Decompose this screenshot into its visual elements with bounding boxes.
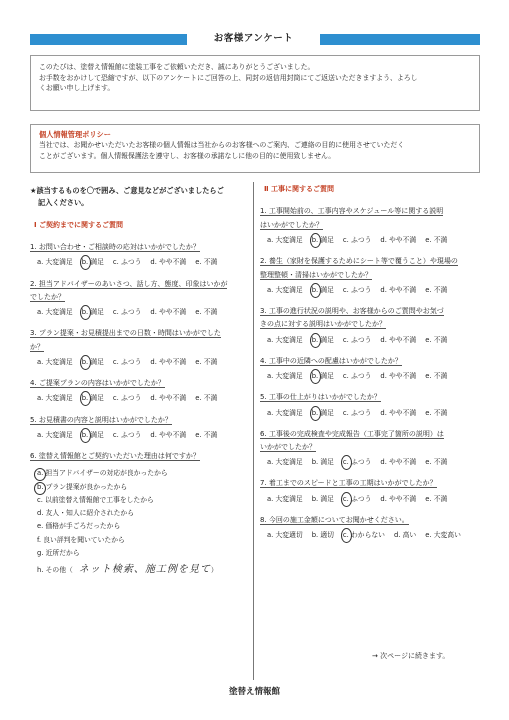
answer-options — [30, 394, 248, 403]
answer-option[interactable]: d. やや不満 — [150, 430, 187, 439]
answer-options — [260, 286, 482, 295]
question-text: 3. 工事の進行状況の説明や、お客様からのご質問やお気づ — [260, 306, 444, 315]
answer-option[interactable]: d. やや不満 — [380, 458, 417, 467]
question-text: 3. プラン提案・お見積提出までの日数・時間はいかがでした — [30, 329, 221, 338]
question-text: はいかがでしたか？ — [260, 220, 323, 229]
answer-options — [260, 236, 482, 245]
question-text: でしたか？ — [30, 292, 65, 301]
answer-option[interactable]: e. 不満 — [425, 372, 448, 381]
answer-option[interactable]: a. 大変満足 — [267, 408, 303, 417]
contract-question-4 — [30, 377, 248, 403]
question-text: 1. 工事開始前の、工事内容やスケジュール等に関する説明 — [260, 207, 444, 216]
answer-option[interactable]: d. やや不満 — [150, 258, 187, 267]
answer-option[interactable]: a. 大変満足 — [267, 285, 303, 294]
answer-options — [260, 336, 482, 345]
reason-option[interactable]: f. 良い評判を聞いていたから — [37, 535, 125, 544]
section1-title: Ⅰ ご契約までに関するご質問 — [34, 220, 124, 229]
contract-question-1 — [30, 241, 248, 267]
work-question-2 — [260, 255, 482, 295]
answer-option[interactable]: d. やや不満 — [380, 408, 417, 417]
price-option[interactable]: b. 適切 — [311, 531, 334, 540]
reason-list — [30, 467, 248, 560]
other-close: ） — [210, 566, 218, 575]
question-6 — [30, 450, 248, 580]
section2-title: Ⅱ 工事に関するご質問 — [264, 185, 335, 193]
answer-option[interactable]: b. 満足 — [81, 358, 104, 367]
reason-option[interactable]: e. 価格が手ごろだったから — [37, 522, 121, 531]
work-question-4 — [260, 355, 482, 381]
answer-option[interactable]: a. 大変満足 — [267, 335, 303, 344]
work-question-1 — [260, 205, 482, 245]
reason-option[interactable]: c. 以前塗替え情報館で工事をしたから — [37, 495, 154, 504]
answer-option[interactable]: a. 大変満足 — [37, 430, 73, 439]
answer-options — [30, 431, 248, 440]
answer-option[interactable]: d. やや不満 — [380, 335, 417, 344]
column-divider — [253, 182, 254, 680]
answer-option[interactable]: e. 不満 — [425, 408, 448, 417]
price-option[interactable]: d. 高い — [393, 531, 417, 540]
reason-option[interactable]: b. プラン提案が良かったから — [37, 481, 248, 494]
answer-option[interactable]: e. 不満 — [195, 430, 218, 439]
answer-option[interactable]: e. 不満 — [195, 308, 218, 317]
answer-option[interactable]: e. 不満 — [425, 335, 448, 344]
answer-option[interactable]: b. 満足 — [311, 285, 334, 294]
privacy-line: ことがございます。個人情報保護法を遵守し、お客様の承諾なしに他の目的に使用致しません。 — [39, 151, 336, 160]
contract-question-2 — [30, 278, 248, 318]
other-reason — [30, 560, 248, 580]
answer-option[interactable]: c. ふつう — [112, 308, 142, 317]
answer-options — [260, 372, 482, 381]
answer-option[interactable]: c. ふつう — [342, 494, 372, 503]
question-text: 整理整頓・清掃はいかがでしたか？ — [260, 270, 372, 279]
answer-option[interactable]: a. 大変満足 — [37, 258, 73, 267]
question-text: 6. 工事後の完成検査や完成報告（工事完了箇所の説明）は — [260, 429, 444, 438]
answer-option[interactable]: c. ふつう — [342, 458, 372, 467]
answer-options — [260, 495, 482, 504]
answer-option[interactable]: b. 満足 — [81, 430, 104, 439]
instruction-line: 記入ください。 — [38, 197, 89, 207]
work-question-5 — [260, 391, 482, 417]
answer-option[interactable]: b. 満足 — [311, 372, 334, 381]
answer-option[interactable]: d. やや不満 — [150, 308, 187, 317]
instruction — [30, 185, 248, 209]
privacy-title: 個人情報管理ポリシー — [39, 130, 111, 139]
question-text: 4. ご提案プランの内容はいかがでしたか？ — [30, 379, 165, 388]
work-question-7 — [260, 477, 482, 503]
answer-option[interactable]: a. 大変満足 — [37, 358, 73, 367]
work-question-3 — [260, 305, 482, 345]
question-text: か？ — [30, 342, 44, 351]
contract-question-5 — [30, 414, 248, 440]
question-text: 2. 養生（家財を保護するためにシート等で覆うこと）や現場の — [260, 257, 458, 266]
answer-option[interactable]: e. 不満 — [425, 236, 448, 245]
question-text: きの点に対する説明はいかがでしたか？ — [260, 320, 386, 329]
question-text: 2. 担当アドバイザーのあいさつ、話し方、態度、印象はいかが — [30, 279, 228, 288]
answer-option[interactable]: a. 大変満足 — [267, 458, 303, 467]
answer-option[interactable]: c. ふつう — [342, 335, 372, 344]
footer-company: 塗替え情報館 — [228, 687, 280, 697]
answer-option[interactable]: a. 大変満足 — [267, 494, 303, 503]
contract-question-3 — [30, 327, 248, 367]
answer-option[interactable]: d. やや不満 — [380, 372, 417, 381]
right-column — [260, 185, 482, 550]
answer-option[interactable]: b. 満足 — [81, 308, 104, 317]
intro-line: このたびは、塗替え情報館に塗装工事をご依頼いただき、誠にありがとうございました。 — [39, 63, 315, 71]
answer-option[interactable]: e. 不満 — [195, 258, 218, 267]
answer-option[interactable]: c. ふつう — [342, 372, 372, 381]
question-8 — [260, 514, 482, 540]
answer-option[interactable]: b. 満足 — [311, 236, 334, 245]
answer-option[interactable]: a. 大変満足 — [267, 372, 303, 381]
answer-option[interactable]: c. ふつう — [342, 236, 372, 245]
answer-option[interactable]: e. 不満 — [425, 494, 448, 503]
header-bar-right — [320, 34, 480, 45]
left-column — [30, 185, 248, 590]
intro-line: お手数をおかけして恐縮ですが、以下のアンケートにご回答の上、同封の返信用封筒にてご返送いただきますよう、よろし — [39, 73, 418, 82]
answer-option[interactable]: c. ふつう — [112, 358, 142, 367]
answer-option[interactable]: e. 不満 — [195, 358, 218, 367]
instruction-line: ★該当するものを〇で囲み、ご意見などがございましたらご — [30, 186, 224, 195]
question-text: 8. 今回の施工金額についてお聞かせください。 — [260, 515, 409, 524]
other-label: h. その他（ — [37, 566, 73, 575]
question-text: 5. お見積書の内容と説明はいかがでしたか？ — [30, 415, 172, 424]
page-title: お客様アンケート — [213, 33, 294, 44]
answer-option[interactable]: d. やや不満 — [380, 285, 417, 294]
answer-option[interactable]: b. 満足 — [311, 458, 334, 467]
answer-option[interactable]: b. 満足 — [311, 408, 334, 417]
header-bar-left — [30, 34, 187, 45]
answer-option[interactable]: d. やや不満 — [380, 236, 417, 245]
price-option[interactable]: c. わからない — [342, 531, 385, 540]
answer-options — [30, 308, 248, 317]
reason-option[interactable]: d. 友人・知人に紹介されたから — [37, 509, 134, 518]
reason-option[interactable]: g. 近所だから — [37, 548, 80, 557]
answer-options — [30, 258, 248, 267]
question-text: 1. お問い合わせ・ご相談時の応対はいかがでしたか？ — [30, 243, 200, 252]
price-option[interactable]: a. 大変適切 — [267, 531, 303, 540]
answer-option[interactable]: e. 不満 — [425, 458, 448, 467]
question-text: 4. 工事中の近隣への配慮はいかがでしたか？ — [260, 356, 402, 365]
other-handwritten[interactable]: ネット検索、施工例を見て — [78, 564, 211, 576]
next-page-note: → 次ページに続きます。 — [372, 652, 450, 660]
intro-line: くお願い申し上げます。 — [39, 84, 115, 93]
answer-option[interactable]: b. 満足 — [81, 394, 104, 403]
price-option[interactable]: e. 大変高い — [425, 531, 461, 540]
answer-option[interactable]: a. 大変満足 — [37, 394, 73, 403]
answer-option[interactable]: d. やや不満 — [150, 358, 187, 367]
question-text: いかがでしたか？ — [260, 442, 316, 451]
answer-option[interactable]: b. 満足 — [81, 258, 104, 267]
answer-option[interactable]: c. ふつう — [342, 285, 372, 294]
intro-box — [30, 55, 480, 111]
answer-option[interactable]: c. ふつう — [112, 394, 142, 403]
question-text: 5. 工事の仕上がりはいかがでしたか？ — [260, 393, 381, 402]
reason-option[interactable]: a. 担当アドバイザーの対応が良かったから — [37, 467, 248, 480]
answer-option[interactable]: c. ふつう — [112, 430, 142, 439]
answer-options — [260, 458, 482, 467]
answer-options — [260, 409, 482, 418]
question-text: 6. 塗替え情報館とご契約いただいた理由は何ですか？ — [30, 452, 200, 461]
question-text: 7. 着工までのスピードと工事の工期はいかがでしたか？ — [260, 479, 437, 488]
answer-option[interactable]: b. 満足 — [311, 335, 334, 344]
answer-option[interactable]: e. 不満 — [195, 394, 218, 403]
privacy-box — [30, 124, 480, 173]
answer-option[interactable]: b. 満足 — [311, 494, 334, 503]
work-question-6 — [260, 428, 482, 468]
answer-option[interactable]: e. 不満 — [425, 285, 448, 294]
privacy-line: 当社では、お聞かせいただいたお客様の個人情報は当社からのお客様へのご案内、ご連絡の目的に使用させていただく — [39, 141, 405, 150]
answer-option[interactable]: c. ふつう — [342, 408, 372, 417]
answer-option[interactable]: d. やや不満 — [150, 394, 187, 403]
answer-option[interactable]: a. 大変満足 — [37, 308, 73, 317]
answer-option[interactable]: c. ふつう — [112, 258, 142, 267]
answer-option[interactable]: d. やや不満 — [380, 494, 417, 503]
answer-options — [30, 358, 248, 367]
answer-option[interactable]: a. 大変満足 — [267, 236, 303, 245]
answer-options — [260, 531, 482, 540]
